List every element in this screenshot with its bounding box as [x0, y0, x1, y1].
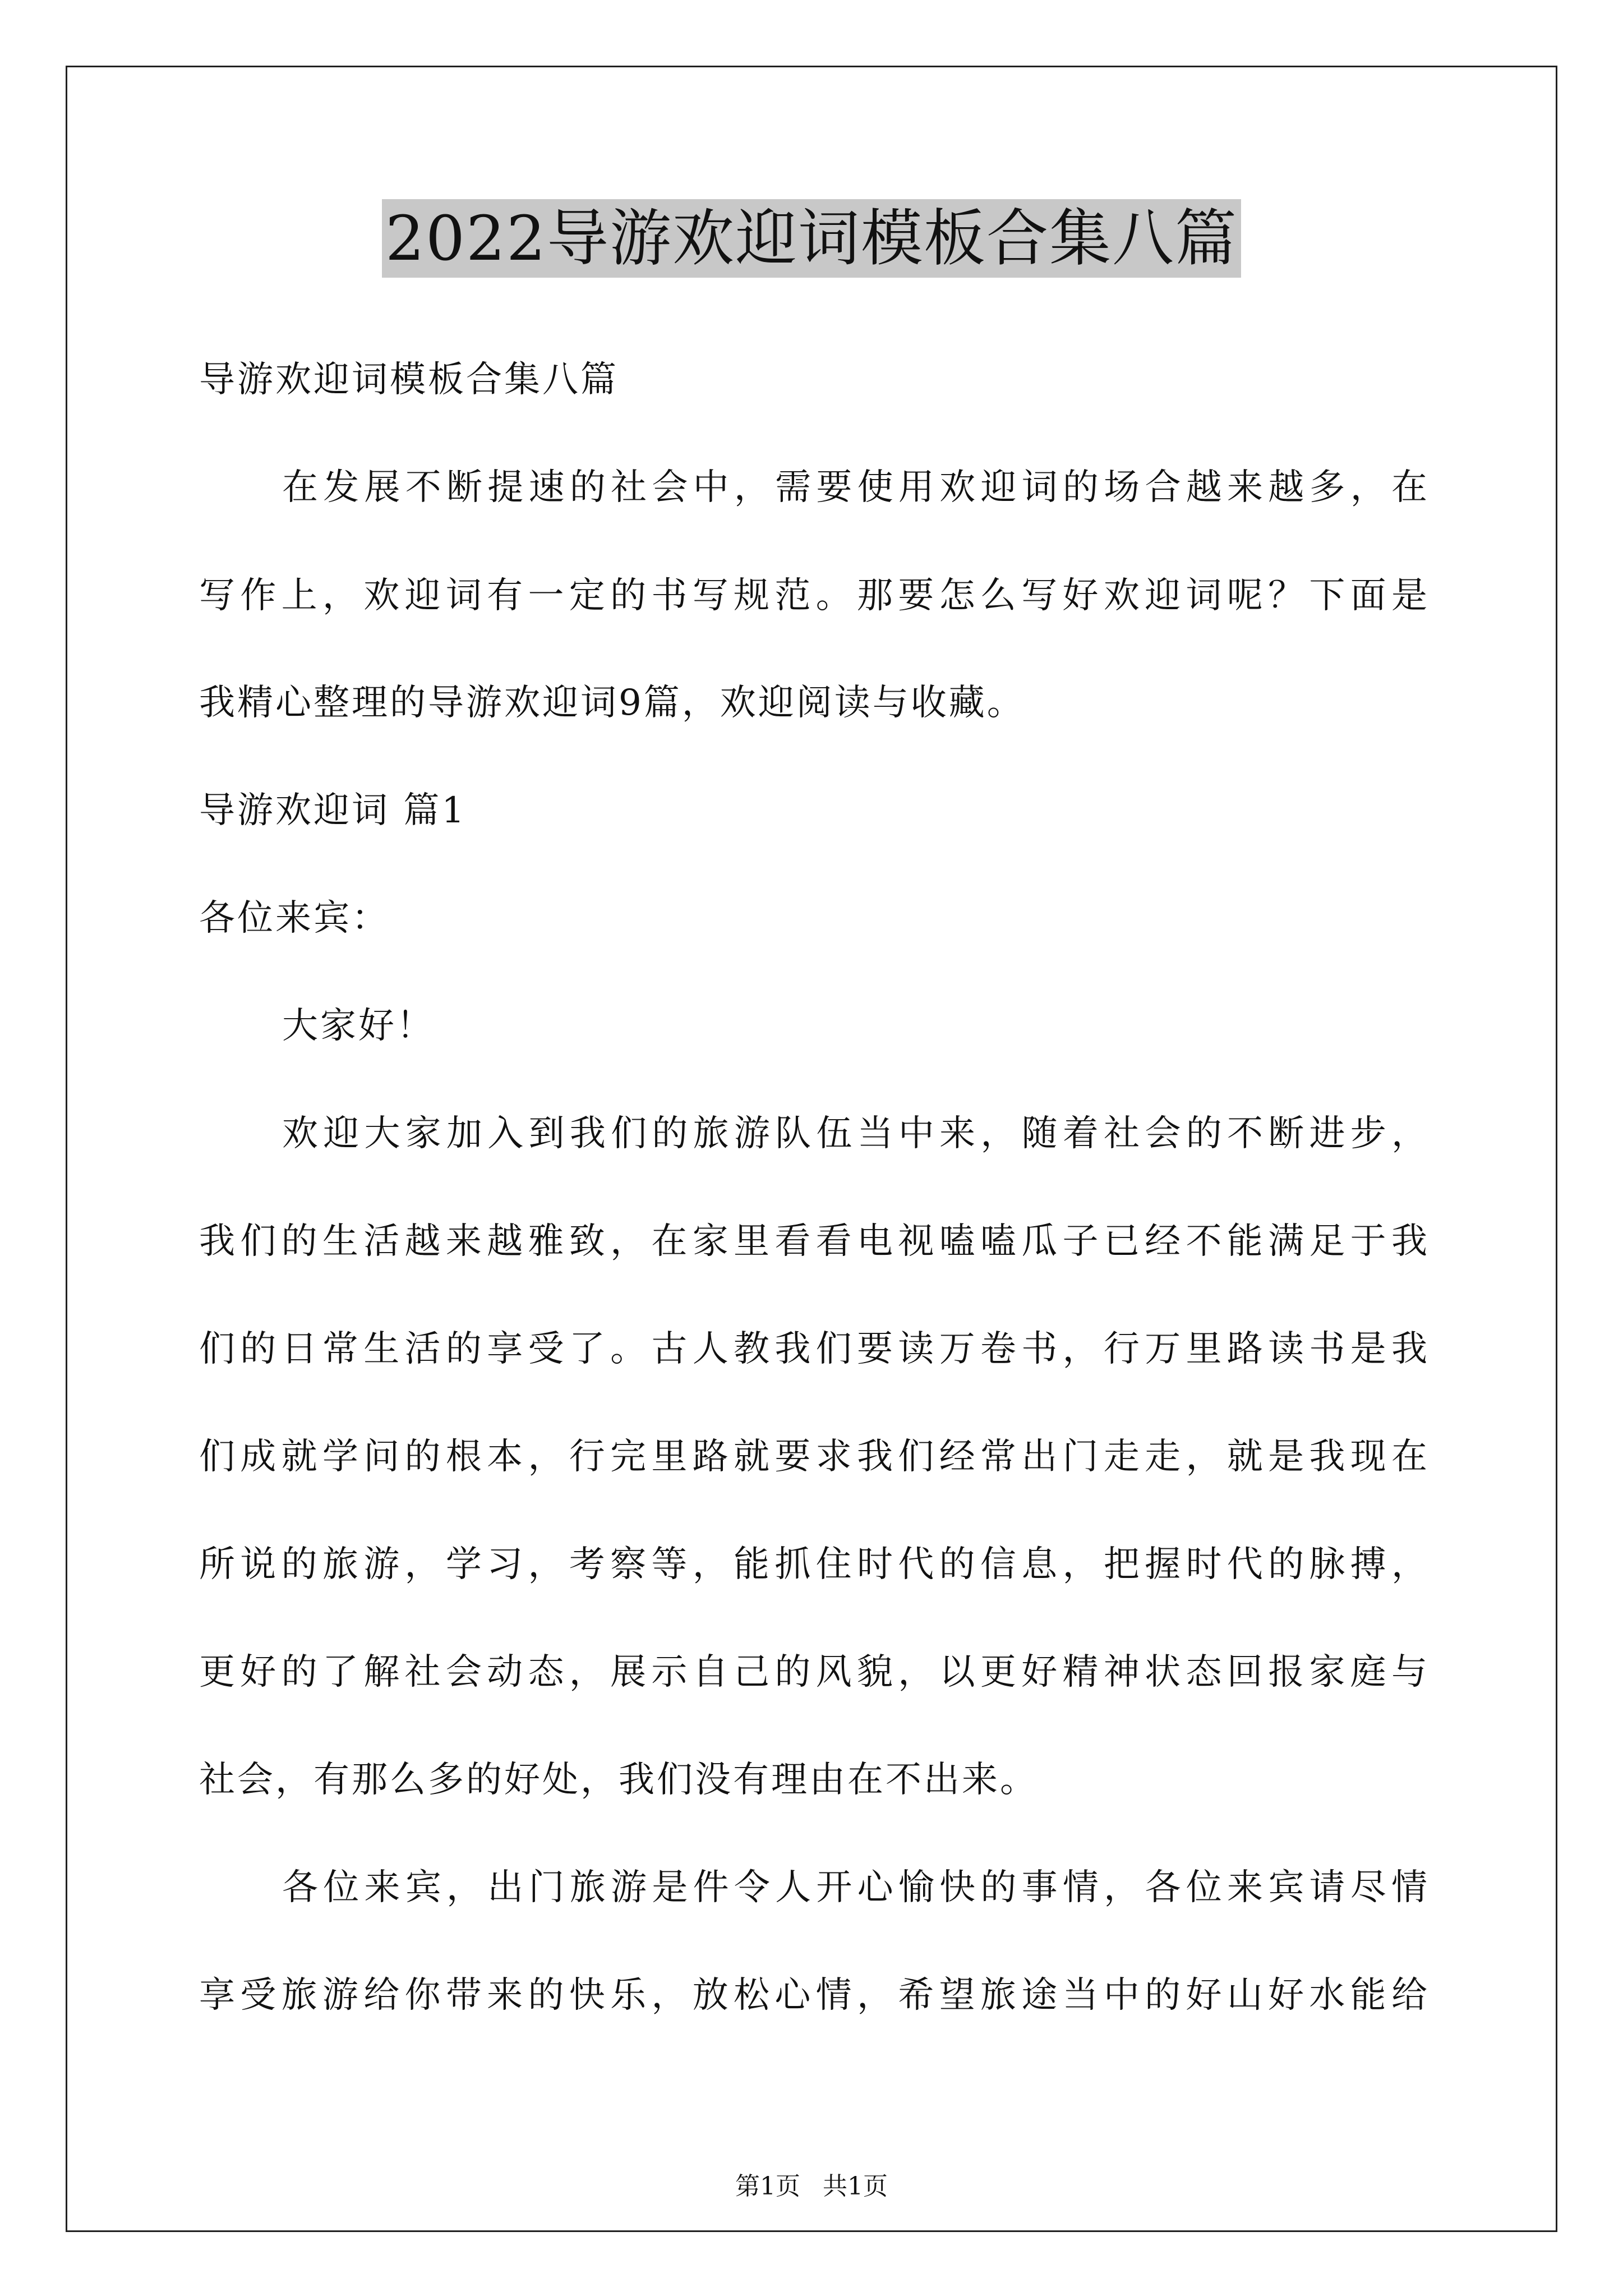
- page-number-total: 共1页: [823, 2172, 888, 2201]
- page-number-current: 第1页: [735, 2172, 800, 2201]
- body-line-5: 所说的旅游，学习，考察等，能抓住时代的信息，把握时代的脉搏，: [199, 1544, 1427, 1585]
- body-line-9: 享受旅游给你带来的快乐，放松心情，希望旅途当中的好山好水能给: [199, 1975, 1427, 2016]
- body-line-6: 更好的了解社会动态，展示自己的风貌，以更好精神状态回报家庭与: [199, 1651, 1427, 1693]
- subtitle-line: 导游欢迎词模板合集八篇: [199, 359, 619, 401]
- greeting: 大家好！: [282, 1005, 435, 1047]
- body-line-4: 们成就学问的根本，行完里路就要求我们经常出门走走，就是我现在: [199, 1436, 1427, 1478]
- salutation: 各位来宾：: [199, 898, 390, 939]
- body-line-1: 欢迎大家加入到我们的旅游队伍当中来，随着社会的不断进步，: [282, 1113, 1427, 1154]
- intro-line-1: 在发展不断提速的社会中，需要使用欢迎词的场合越来越多，在: [282, 467, 1427, 508]
- body-line-8: 各位来宾，出门旅游是件令人开心愉快的事情，各位来宾请尽情: [282, 1867, 1427, 1908]
- title-container: [0, 199, 1623, 278]
- body-line-2: 我们的生活越来越雅致，在家里看看电视嗑嗑瓜子已经不能满足于我: [199, 1221, 1427, 1262]
- document-title: 2022导游欢迎词模板合集八篇: [382, 199, 1241, 278]
- section-heading: 导游欢迎词 篇1: [199, 790, 467, 831]
- body-line-7: 社会，有那么多的好处，我们没有理由在不出来。: [199, 1759, 1038, 1801]
- body-line-3: 们的日常生活的享受了。古人教我们要读万卷书，行万里路读书是我: [199, 1328, 1427, 1370]
- intro-line-2: 写作上，欢迎词有一定的书写规范。那要怎么写好欢迎词呢？下面是: [199, 575, 1427, 616]
- intro-line-3: 我精心整理的导游欢迎词9篇，欢迎阅读与收藏。: [199, 682, 1025, 724]
- page-footer: [0, 2170, 1623, 2203]
